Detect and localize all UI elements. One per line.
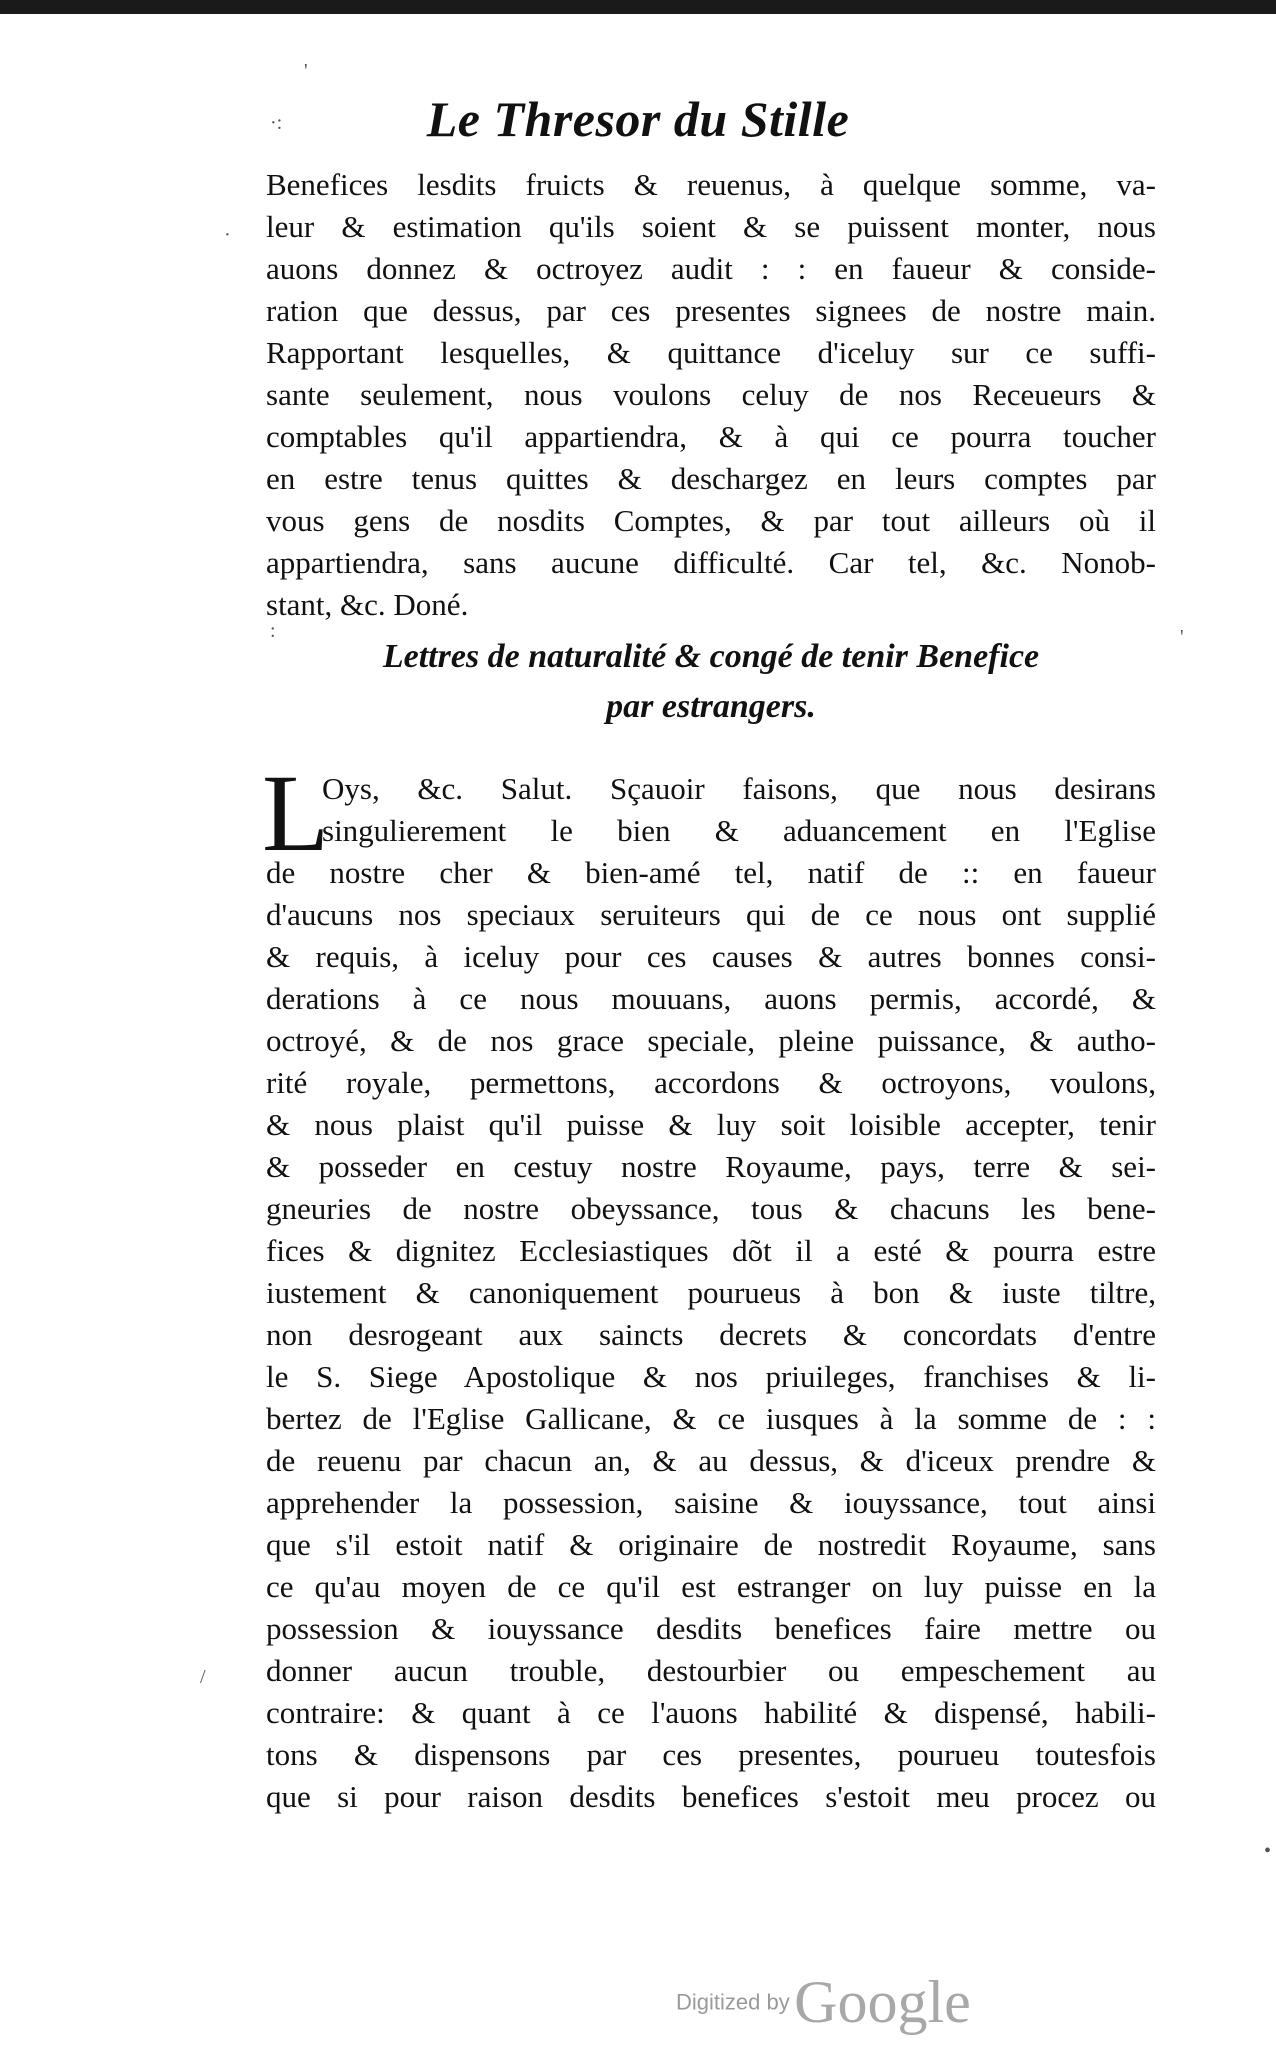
text-line: ration que dessus, par ces presentes signees de nostre main. bbox=[266, 293, 1156, 328]
section-heading bbox=[266, 632, 1156, 732]
stray-mark: ' bbox=[1180, 626, 1184, 648]
digitized-by-google-watermark bbox=[676, 1968, 971, 2037]
paragraph-2 bbox=[266, 768, 1156, 1818]
stray-mark: ' bbox=[304, 60, 308, 82]
text-line: de reuenu par chacun an, & au dessus, & d'iceux prendre & bbox=[266, 1443, 1156, 1478]
text-line: & requis, à iceluy pour ces causes & autres bonnes consi- bbox=[266, 939, 1156, 974]
text-line: rité royale, permettons, accordons & octroyons, voulons, bbox=[266, 1065, 1156, 1100]
text-line: fices & dignitez Ecclesiastiques dõt il a esté & pourra estre bbox=[266, 1233, 1156, 1268]
drop-cap: L bbox=[262, 752, 330, 874]
running-head: Le Thresor du Stille bbox=[426, 91, 850, 147]
digitized-label: Digitized by bbox=[676, 1989, 790, 2015]
stray-mark: · bbox=[224, 224, 231, 246]
text-line: auons donnez & octroyez audit : : en faueur & conside- bbox=[266, 251, 1156, 286]
text-line: contraire: & quant à ce l'auons habilité & dispensé, habili- bbox=[266, 1695, 1156, 1730]
stray-mark: / bbox=[200, 1666, 206, 1688]
text-line: donner aucun trouble, destourbier ou empeschement au bbox=[266, 1653, 1156, 1688]
text-line: singulierement le bien & aduancement en l'Eglise bbox=[322, 813, 1156, 848]
text-line: vous gens de nosdits Comptes, & par tout ailleurs où il bbox=[266, 503, 1156, 538]
text-line: & posseder en cestuy nostre Royaume, pays, terre & sei- bbox=[266, 1149, 1156, 1184]
paragraph-1 bbox=[266, 164, 1156, 626]
text-line: octroyé, & de nos grace speciale, pleine puissance, & autho- bbox=[266, 1023, 1156, 1058]
text-line: de nostre cher & bien-amé tel, natif de :: en faueur bbox=[266, 855, 1156, 890]
text-line: Rapportant lesquelles, & quittance d'iceluy sur ce suffi- bbox=[266, 335, 1156, 370]
stray-mark: ·: bbox=[270, 112, 283, 134]
text-line: tons & dispensons par ces presentes, pourueu toutesfois bbox=[266, 1737, 1156, 1772]
page-top-edge bbox=[0, 0, 1276, 14]
text-line: Oys, &c. Salut. Sçauoir faisons, que nous desirans bbox=[322, 771, 1156, 806]
section-heading-line: Lettres de naturalité & congé de tenir Benefice bbox=[382, 638, 1040, 675]
text-line: leur & estimation qu'ils soient & se puissent monter, nous bbox=[266, 209, 1156, 244]
text-line: gneuries de nostre obeyssance, tous & chacuns les bene- bbox=[266, 1191, 1156, 1226]
text-line: en estre tenus quittes & deschargez en leurs comptes par bbox=[266, 461, 1156, 496]
text-line: le S. Siege Apostolique & nos priuileges, franchises & li- bbox=[266, 1359, 1156, 1394]
section-heading-line: par estrangers. bbox=[606, 688, 816, 725]
text-line: comptables qu'il appartiendra, & à qui ce pourra toucher bbox=[266, 419, 1156, 454]
text-line: & nous plaist qu'il puisse & luy soit loisible accepter, tenir bbox=[266, 1107, 1156, 1142]
text-line: sante seulement, nous voulons celuy de nos Receueurs & bbox=[266, 377, 1156, 412]
text-line: appartiendra, sans aucune difficulté. Car tel, &c. Nonob- bbox=[266, 545, 1156, 580]
text-line: possession & iouyssance desdits benefices faire mettre ou bbox=[266, 1611, 1156, 1646]
text-line: derations à ce nous mouuans, auons permis, accordé, & bbox=[266, 981, 1156, 1016]
stray-mark: • bbox=[1264, 1840, 1272, 1862]
text-line: iustement & canoniquement pourueus à bon & iuste tiltre, bbox=[266, 1275, 1156, 1310]
text-line: d'aucuns nos speciaux seruiteurs qui de ce nous ont supplié bbox=[266, 897, 1156, 932]
text-line: stant, &c. Doné. bbox=[266, 587, 469, 622]
text-line: non desrogeant aux saincts decrets & concordats d'entre bbox=[266, 1317, 1156, 1352]
text-line: Benefices lesdits fruicts & reuenus, à quelque somme, va- bbox=[266, 167, 1156, 202]
google-logo: Google bbox=[794, 1969, 971, 2035]
text-line: ce qu'au moyen de ce qu'il est estranger on luy puisse en la bbox=[266, 1569, 1156, 1604]
text-line: bertez de l'Eglise Gallicane, & ce iusques à la somme de : : bbox=[266, 1401, 1156, 1436]
text-line: apprehender la possession, saisine & iouyssance, tout ainsi bbox=[266, 1485, 1156, 1520]
text-line: que s'il estoit natif & originaire de nostredit Royaume, sans bbox=[266, 1527, 1156, 1562]
stray-mark: : bbox=[270, 620, 276, 642]
text-line: que si pour raison desdits benefices s'estoit meu procez ou bbox=[266, 1779, 1156, 1814]
